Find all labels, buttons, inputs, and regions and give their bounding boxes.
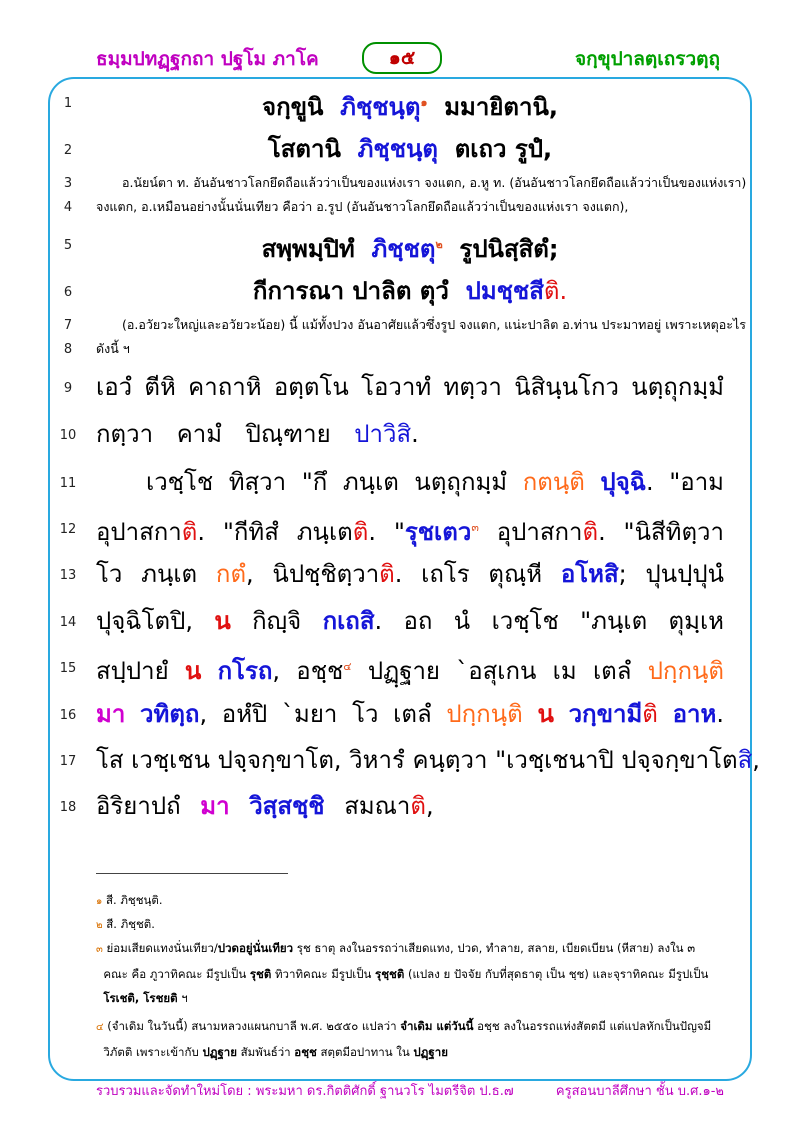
line-number: 12 — [59, 522, 77, 537]
line-number: 1 — [63, 96, 73, 111]
line-number: 2 — [63, 143, 73, 158]
footnote: ๓ ย่อมเสียดแทงนั่นเทียว/ปวดอยู่นั่นเทียว รุช ธาตุ ลงในอรรถว่าเสียดแทง, ปวด, ทำลาย, สลาย, เบียดเบียน (หีสาย) ลงใน ๓ คณะ คือ ภูวาทิคณะ มีรูปเป็น รุชติ ทิวาทิคณะ มีรูปเป็น รุชฺชติ (แปลง ย ปัจจัย กับที่สุดธาตุ เป็น ชฺช) และจุราทิคณะ มีรูปเป็น โรเชติ, โรชยติ ฯ — [96, 941, 709, 1005]
footnote: ๒ สี. ภิชฺชติ. — [96, 917, 155, 931]
line-number: 5 — [63, 238, 73, 253]
verse-line: โสตานิ ภิชฺชนฺตุ ตเถว รูปํ, — [267, 135, 553, 163]
line-number: 4 — [63, 200, 73, 215]
footnote: ๑ สี. ภิชฺชนฺติ. — [96, 893, 163, 907]
page-footer — [96, 1080, 724, 1101]
verse-line: สพฺพมฺปิทํ ภิชฺชตุ$^๒$ รูปนิสฺสิตํ; — [261, 235, 559, 263]
section-title: จกฺขุปาลตฺเถรวตฺถุ — [574, 48, 720, 70]
verse-line: จกฺขูนิ ภิชฺชนฺตุ$^๑$ มมายิตานิ, — [262, 93, 558, 121]
prose-line: อิริยาปถํ มา วิสฺสชฺชิ สมณาติ, — [96, 792, 434, 820]
book-title: ธมฺมปทฏฺฐกถา ปฐโม ภาโค — [96, 48, 319, 70]
prose-line: ปุจฺฉิโตปิ, น กิญฺจิ กเถสิ. อถ นํ เวชฺโช "ภนฺเต ตุมฺเห — [96, 607, 724, 635]
translation-line: ดังนี้ ฯ — [96, 341, 130, 356]
line-number: 15 — [59, 661, 77, 676]
verse-line: กีการณา ปาลิต ตุวํ ปมชฺชสีติ. — [252, 277, 568, 305]
translation-line: จงแตก, อ.เหมือนอย่างนั้นนั่นเทียว คือว่า อ.รูป (อันอันชาวโลกยึดถือแล้วว่าเป็นของแห่งเรา จงแตก), — [96, 199, 629, 214]
line-number: 17 — [59, 754, 77, 769]
prose-line: เอวํ ตีหิ คาถาหิ อตฺตโน โอวาทํ ทตฺวา นิสินฺนโกว นตฺถุกมฺมํ — [96, 373, 724, 401]
prose-line: มา วทิตฺถ, อหํปิ `มยา โว เตลํ ปกฺกนฺติ น วกฺขามีติ อาห. — [96, 700, 724, 728]
footer-author: รวบรวมและจัดทำใหม่โดย : พระมหา ดร.กิตติศักดิ์ ฐานวโร ไมตรีจิต ป.ธ.๗ — [96, 1084, 514, 1099]
line-number: 6 — [63, 285, 73, 300]
prose-line: กตฺวา คามํ ปิณฺฑาย ปาวิสิ. — [96, 420, 419, 448]
footer-course: ครูสอนบาลีศึกษา ชั้น บ.ศ.๑-๒ — [555, 1084, 724, 1099]
page-number: ๑๕ — [362, 42, 442, 74]
translation-line: อ.นัยน์ตา ท. อันอันชาวโลกยึดถือแล้วว่าเป็นของแห่งเรา จงแตก, อ.หู ท. (อันอันชาวโลกยึดถือแล้วว่าเป็นของแห่งเรา) — [122, 175, 747, 190]
footnote-separator — [96, 873, 288, 874]
line-number: 14 — [59, 615, 77, 630]
prose-line: โส เวชฺเชน ปจฺจกฺขาโต, วิหารํ คนฺตฺวา "เวชฺเชนาปิ ปจฺจกฺขาโตสิ, — [96, 746, 760, 774]
footnote: ๔ (จำเดิม ในวันนี้) สนามหลวงแผนกบาลี พ.ศ. ๒๕๕๐ แปลว่า จำเดิม แต่วันนี้ อชฺช ลงในอรรถแห่งสัตตมี แต่แปลหักเป็นปัญจมี วิภัตติ เพราะเข้ากับ ปฏฺฐาย สัมพันธ์ว่า อชฺช สตฺตมีอปาทาน ใน ปฏฺฐาย — [96, 1019, 712, 1059]
line-number: 7 — [63, 318, 73, 333]
prose-line: เวชฺโช ทิสฺวา "กึ ภนฺเต นตฺถุกมฺมํ กตนฺติ ปุจฺฉิ. "อาม — [146, 468, 724, 496]
line-number: 9 — [63, 381, 73, 396]
prose-line: สปฺปายํ น กโรถ, อชฺช$^๔$ ปฏฺฐาย `อสุเกน เม เตลํ ปกฺกนฺติ — [96, 657, 724, 685]
line-number: 10 — [59, 428, 77, 443]
line-number: 11 — [59, 476, 77, 491]
prose-line: อุปาสกาติ. "กีทิสํ ภนฺเตติ. "รุชเตว$^๓$ อุปาสกาติ. "นิสีทิตฺวา — [96, 518, 724, 546]
translation-line: (อ.อวัยวะใหญ่และอวัยวะน้อย) นี้ แม้ทั้งปวง อันอาศัยแล้วซึ่งรูป จงแตก, แน่ะปาลิต อ.ท่าน ประมาทอยู่ เพราะเหตุอะไร — [122, 317, 747, 332]
line-number: 3 — [63, 176, 73, 191]
line-number: 18 — [59, 800, 77, 815]
line-number: 8 — [63, 342, 73, 357]
line-number: 13 — [59, 568, 77, 583]
line-number: 16 — [59, 708, 77, 723]
prose-line: โว ภนฺเต กตํ, นิปชฺชิตฺวาติ. เถโร ตุณฺหี อโหสิ; ปุนปฺปุนํ — [96, 560, 724, 588]
